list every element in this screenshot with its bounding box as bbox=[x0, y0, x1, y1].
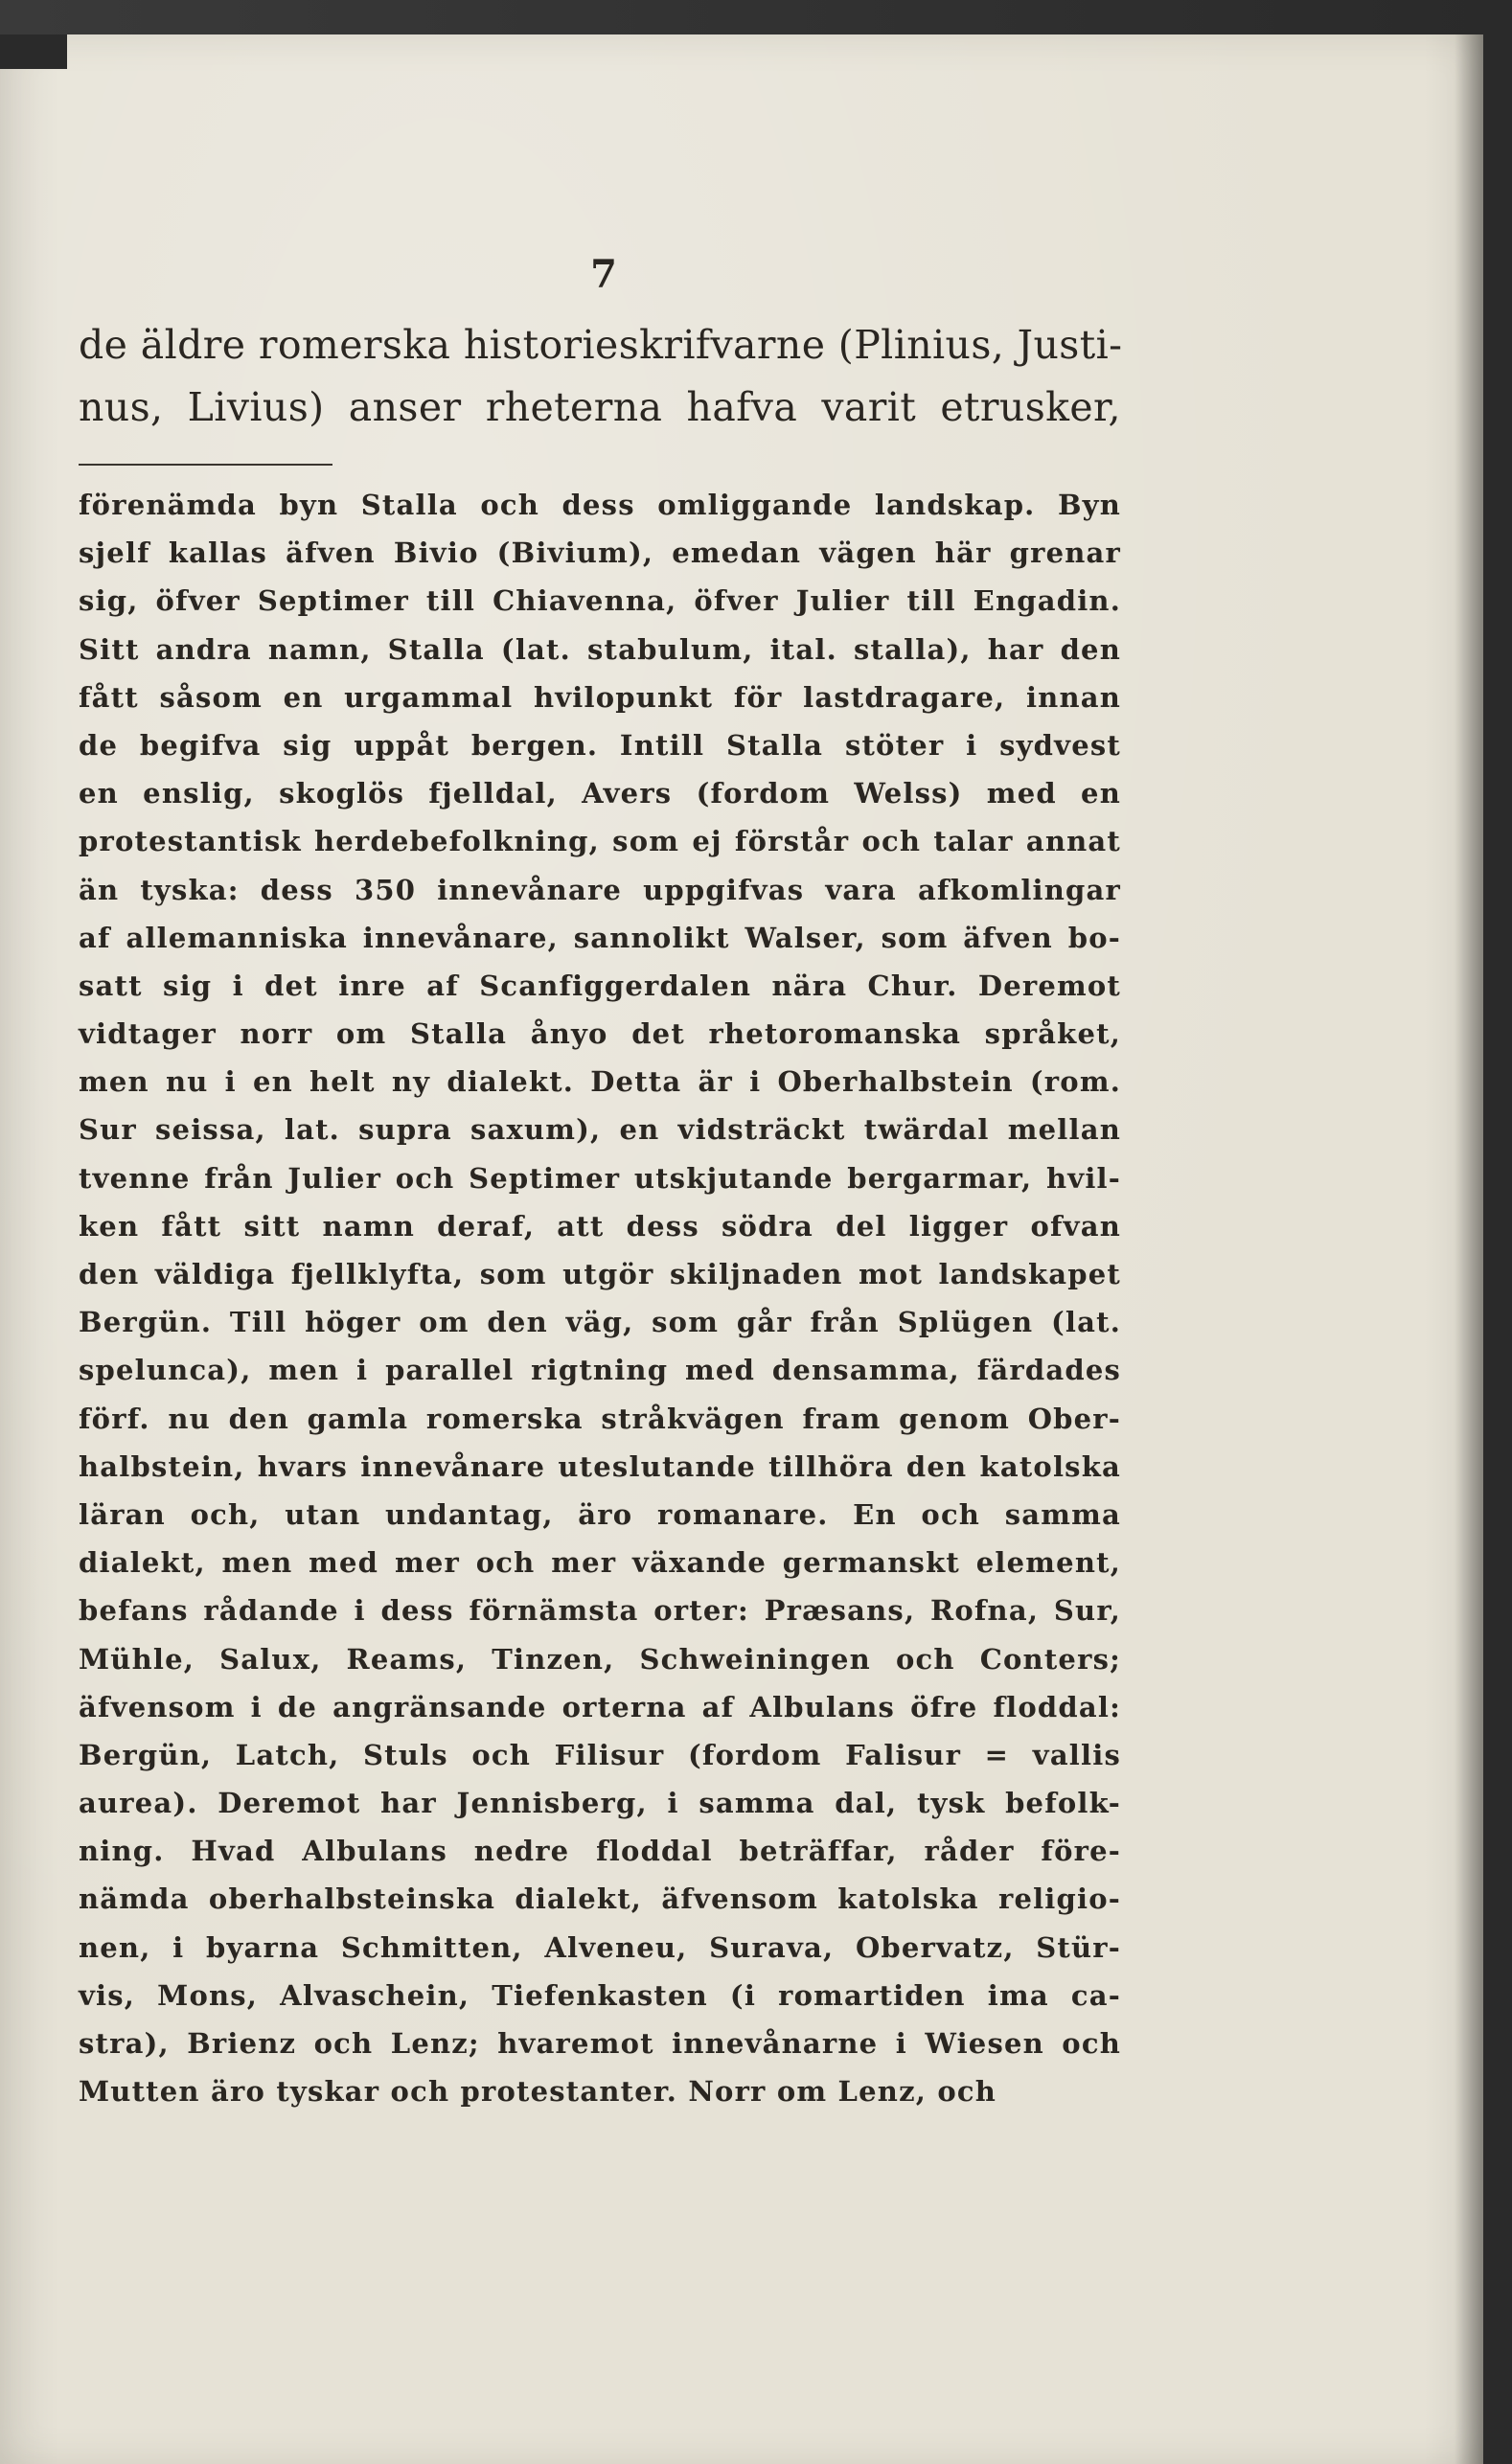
intro-text bbox=[79, 314, 1121, 439]
text-line: Sur seissa, lat. supra saxum), en vidsträckt twärdal mellan bbox=[79, 1113, 1121, 1147]
text-line: sjelf kallas äfven Bivio (Bivium), emedan vägen här grenar bbox=[79, 536, 1121, 570]
text-line: Bergün, Latch, Stuls och Filisur (fordom Falisur = vallis bbox=[79, 1738, 1121, 1771]
text-line: fått såsom en urgammal hvilopunkt för lastdragare, innan bbox=[79, 680, 1121, 714]
text-line: ken fått sitt namn deraf, att dess södra del ligger ofvan bbox=[79, 1209, 1121, 1243]
text-line: Bergün. Till höger om den väg, som går från Splügen (lat. bbox=[79, 1306, 1121, 1339]
text-line: aurea). Deremot har Jennisberg, i samma dal, tysk befolk- bbox=[79, 1787, 1121, 1820]
text-line: än tyska: dess 350 innevånare uppgifvas vara afkomlingar bbox=[79, 873, 1121, 906]
text-line: förenämda byn Stalla och dess omliggande landskap. Byn bbox=[79, 489, 1121, 521]
text-line: nämda oberhalbsteinska dialekt, äfvensom katolska religio- bbox=[79, 1882, 1121, 1916]
text-line: sig, öfver Septimer till Chiavenna, öfver Julier till Engadin. bbox=[79, 584, 1121, 618]
intro-line: de äldre romerska historieskrifvarne (Plinius, Justi- bbox=[79, 322, 1123, 368]
text-line: Mutten äro tyskar och protestanter. Norr om Lenz, och bbox=[79, 2075, 997, 2109]
text-line: befans rådande i dess förnämsta orter: Præsans, Rofna, Sur, bbox=[79, 1594, 1121, 1628]
page-edge-shadow bbox=[1455, 34, 1483, 2464]
text-line: den väldiga fjellklyfta, som utgör skiljnaden mot landskapet bbox=[79, 1258, 1121, 1290]
text-line: nen, i byarna Schmitten, Alveneu, Surava, Obervatz, Stür- bbox=[79, 1930, 1121, 1964]
text-line: de begifva sig uppåt bergen. Intill Stalla stöter i sydvest bbox=[79, 728, 1121, 762]
text-line: tvenne från Julier och Septimer utskjutande bergarmar, hvil- bbox=[79, 1161, 1121, 1195]
footnote-rule bbox=[79, 464, 332, 466]
text-line: äfvensom i de angränsande orterna af Albulans öfre floddal: bbox=[79, 1690, 1121, 1723]
text-line: läran och, utan undantag, äro romanare. En och samma bbox=[79, 1497, 1121, 1531]
text-line: af allemanniska innevånare, sannolikt Walser, som äfven bo- bbox=[79, 921, 1121, 954]
text-line: förf. nu den gamla romerska stråkvägen fram genom Ober- bbox=[79, 1402, 1121, 1435]
corner-notch bbox=[0, 34, 67, 69]
text-line: satt sig i det inre af Scanfiggerdalen nära Chur. Deremot bbox=[79, 969, 1121, 1002]
text-line: spelunca), men i parallel rigtning med densamma, färdades bbox=[79, 1354, 1121, 1387]
book-page bbox=[0, 34, 1483, 2464]
text-line: ning. Hvad Albulans nedre floddal beträffar, råder före- bbox=[79, 1835, 1121, 1868]
text-line: Sitt andra namn, Stalla (lat. stabulum, ital. stalla), har den bbox=[79, 632, 1121, 666]
intro-line: nus, Livius) anser rheterna hafva varit etrusker, bbox=[79, 384, 1121, 430]
text-line: dialekt, men med mer och mer växande germanskt element, bbox=[79, 1546, 1121, 1580]
page-number: 7 bbox=[590, 252, 617, 297]
text-line: en enslig, skoglös fjelldal, Avers (fordom Welss) med en bbox=[79, 777, 1121, 810]
text-line: vis, Mons, Alvaschein, Tiefenkasten (i romartiden ima ca- bbox=[79, 1978, 1121, 2012]
footnote-text bbox=[79, 481, 1121, 2115]
text-line: stra), Brienz och Lenz; hvaremot innevånarne i Wiesen och bbox=[79, 2027, 1121, 2060]
text-line: halbstein, hvars innevånare uteslutande tillhöra den katolska bbox=[79, 1449, 1121, 1483]
text-line: men nu i en helt ny dialekt. Detta är i Oberhalbstein (rom. bbox=[79, 1065, 1121, 1099]
text-line: vidtager norr om Stalla ånyo det rhetoromanska språket, bbox=[79, 1017, 1121, 1051]
text-line: protestantisk herdebefolkning, som ej förstår och talar annat bbox=[79, 825, 1121, 858]
text-line: Mühle, Salux, Reams, Tinzen, Schweiningen och Conters; bbox=[79, 1642, 1121, 1676]
